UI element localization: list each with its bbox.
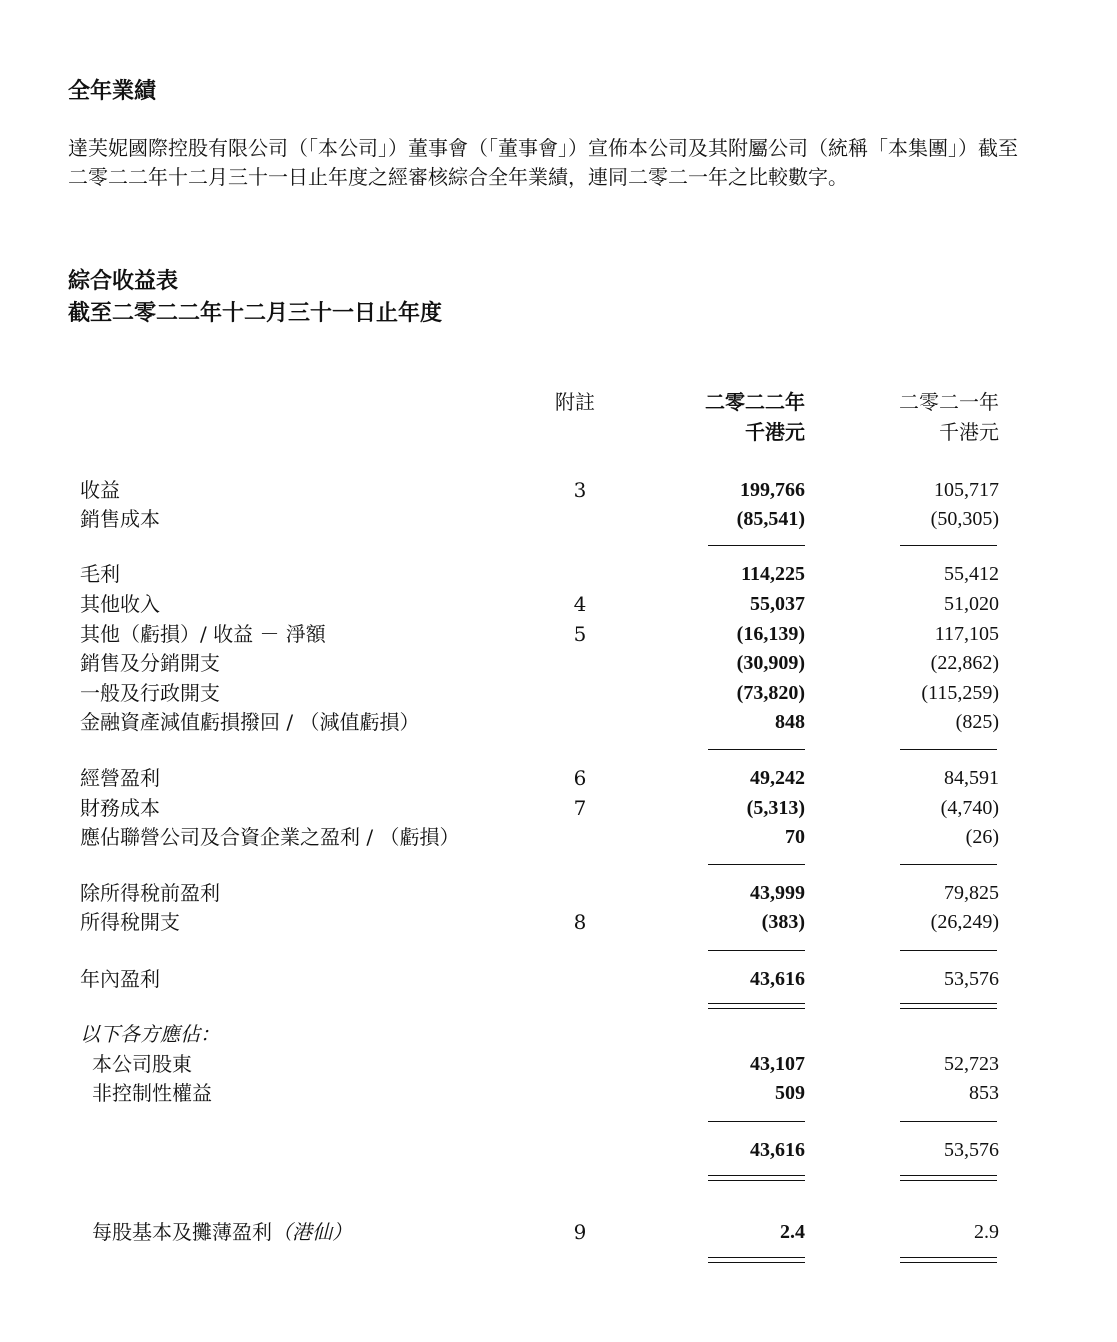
row-label <box>92 1217 352 1247</box>
subtotal-rule <box>708 749 805 750</box>
row-prior-value: 105,717 <box>934 479 999 501</box>
table-row <box>0 589 1117 619</box>
row-current-value: 43,107 <box>750 1053 805 1075</box>
row-label: 所得稅開支 <box>80 910 180 934</box>
row-label: 其他（虧損）/ 收益 － 淨額 <box>80 622 326 646</box>
table-row <box>0 1078 1117 1108</box>
prior-year-header <box>899 387 999 447</box>
row-current-value: 509 <box>775 1082 805 1104</box>
subtotal-rule <box>900 749 997 750</box>
table-row <box>0 878 1117 908</box>
table-row <box>0 907 1117 937</box>
subtotal-rule <box>708 1121 805 1122</box>
table-row <box>0 964 1117 994</box>
statement-period: 截至二零二二年十二月三十一日止年度 <box>68 301 443 326</box>
row-current-value: 49,242 <box>750 767 805 789</box>
table-row <box>0 559 1117 589</box>
table-row <box>0 1049 1117 1079</box>
row-label: 應佔聯營公司及合資企業之盈利 / （虧損） <box>80 825 460 849</box>
row-note: 8 <box>573 910 587 934</box>
table-row <box>0 648 1117 678</box>
row-prior-value: 853 <box>969 1082 999 1104</box>
row-label: 收益 <box>80 478 120 502</box>
row-label: 其他收入 <box>80 592 160 616</box>
current-year-label: 二零二二年 <box>705 390 805 414</box>
subtotal-rule <box>708 950 805 951</box>
prior-unit-label: 千港元 <box>939 420 999 444</box>
row-prior-value: 53,576 <box>944 1139 999 1161</box>
row-prior-value: (26,249) <box>930 911 999 933</box>
row-prior-value: 51,020 <box>944 593 999 615</box>
row-prior-value: (22,862) <box>930 652 999 674</box>
row-prior-value: 55,412 <box>944 563 999 585</box>
table-row <box>0 475 1117 505</box>
row-label: 本公司股東 <box>92 1052 192 1076</box>
row-label: 非控制性權益 <box>92 1081 212 1105</box>
row-note: 9 <box>573 1220 587 1244</box>
note-column-header: 附註 <box>555 390 595 414</box>
subtotal-rule <box>900 545 997 546</box>
row-label: 除所得稅前盈利 <box>80 881 220 905</box>
total-double-rule <box>900 1003 997 1009</box>
row-current-value: (383) <box>761 911 805 933</box>
intro-paragraph: 達芙妮國際控股有限公司（「本公司」）董事會（「董事會」）宣佈本公司及其附屬公司（統稱「本集團」）截至二零二二年十二月三十一日止年度之經審核綜合全年業績，連同二零二一年之比較數字。 <box>68 136 1018 189</box>
row-label: 銷售成本 <box>80 507 160 531</box>
row-current-value: 43,616 <box>750 968 805 990</box>
row-prior-value: (50,305) <box>930 508 999 530</box>
eps-unit-text: （港仙） <box>272 1220 352 1244</box>
total-double-rule <box>708 1175 805 1181</box>
row-current-value: 114,225 <box>741 563 805 585</box>
table-row <box>0 763 1117 793</box>
row-prior-value: 52,723 <box>944 1053 999 1075</box>
row-current-value: (85,541) <box>736 508 805 530</box>
row-label: 以下各方應佔： <box>80 1022 220 1046</box>
row-prior-value: 117,105 <box>934 623 999 645</box>
row-label: 毛利 <box>80 562 120 586</box>
row-current-value: 43,616 <box>750 1139 805 1161</box>
total-double-rule <box>900 1175 997 1181</box>
row-current-value: (16,139) <box>736 623 805 645</box>
statement-title: 綜合收益表 <box>68 269 179 294</box>
prior-year-label: 二零二一年 <box>899 390 999 414</box>
row-note: 5 <box>573 622 587 646</box>
section-title: 全年業績 <box>68 79 157 104</box>
total-double-rule <box>708 1003 805 1009</box>
row-current-value: (30,909) <box>736 652 805 674</box>
row-note: 6 <box>573 766 587 790</box>
row-current-value: 55,037 <box>750 593 805 615</box>
row-current-value: (73,820) <box>736 682 805 704</box>
row-current-value: 70 <box>785 826 805 848</box>
current-unit-label: 千港元 <box>745 420 805 444</box>
table-row <box>0 619 1117 649</box>
row-label: 財務成本 <box>80 796 160 820</box>
table-row <box>0 707 1117 737</box>
table-row <box>0 1217 1117 1247</box>
row-prior-value: 2.9 <box>974 1221 999 1243</box>
row-prior-value: (4,740) <box>940 797 999 819</box>
table-row <box>0 1019 1117 1049</box>
row-label: 經營盈利 <box>80 766 160 790</box>
subtotal-rule <box>708 864 805 865</box>
row-note: 3 <box>573 478 587 502</box>
row-prior-value: 84,591 <box>944 767 999 789</box>
table-row <box>0 504 1117 534</box>
row-note: 7 <box>573 796 587 820</box>
table-row <box>0 793 1117 823</box>
table-row <box>0 822 1117 852</box>
row-label: 一般及行政開支 <box>80 681 220 705</box>
row-current-value: 2.4 <box>780 1221 805 1243</box>
total-double-rule <box>900 1257 997 1263</box>
subtotal-rule <box>708 545 805 546</box>
row-current-value: (5,313) <box>746 797 805 819</box>
current-year-header <box>705 387 805 447</box>
row-label: 年內盈利 <box>80 967 160 991</box>
subtotal-rule <box>900 950 997 951</box>
row-current-value: 199,766 <box>740 479 805 501</box>
eps-label-text: 每股基本及攤薄盈利 <box>92 1220 272 1244</box>
row-label: 銷售及分銷開支 <box>80 651 220 675</box>
subtotal-rule <box>900 1121 997 1122</box>
table-row <box>0 678 1117 708</box>
row-current-value: 43,999 <box>750 882 805 904</box>
row-current-value: 848 <box>775 711 805 733</box>
row-prior-value: (115,259) <box>921 682 999 704</box>
table-row <box>0 1135 1117 1165</box>
row-note: 4 <box>573 592 587 616</box>
row-prior-value: 53,576 <box>944 968 999 990</box>
row-prior-value: (825) <box>955 711 999 733</box>
total-double-rule <box>708 1257 805 1263</box>
subtotal-rule <box>900 864 997 865</box>
row-label: 金融資產減值虧損撥回 / （減值虧損） <box>80 710 420 734</box>
row-prior-value: (26) <box>965 826 999 848</box>
row-prior-value: 79,825 <box>944 882 999 904</box>
